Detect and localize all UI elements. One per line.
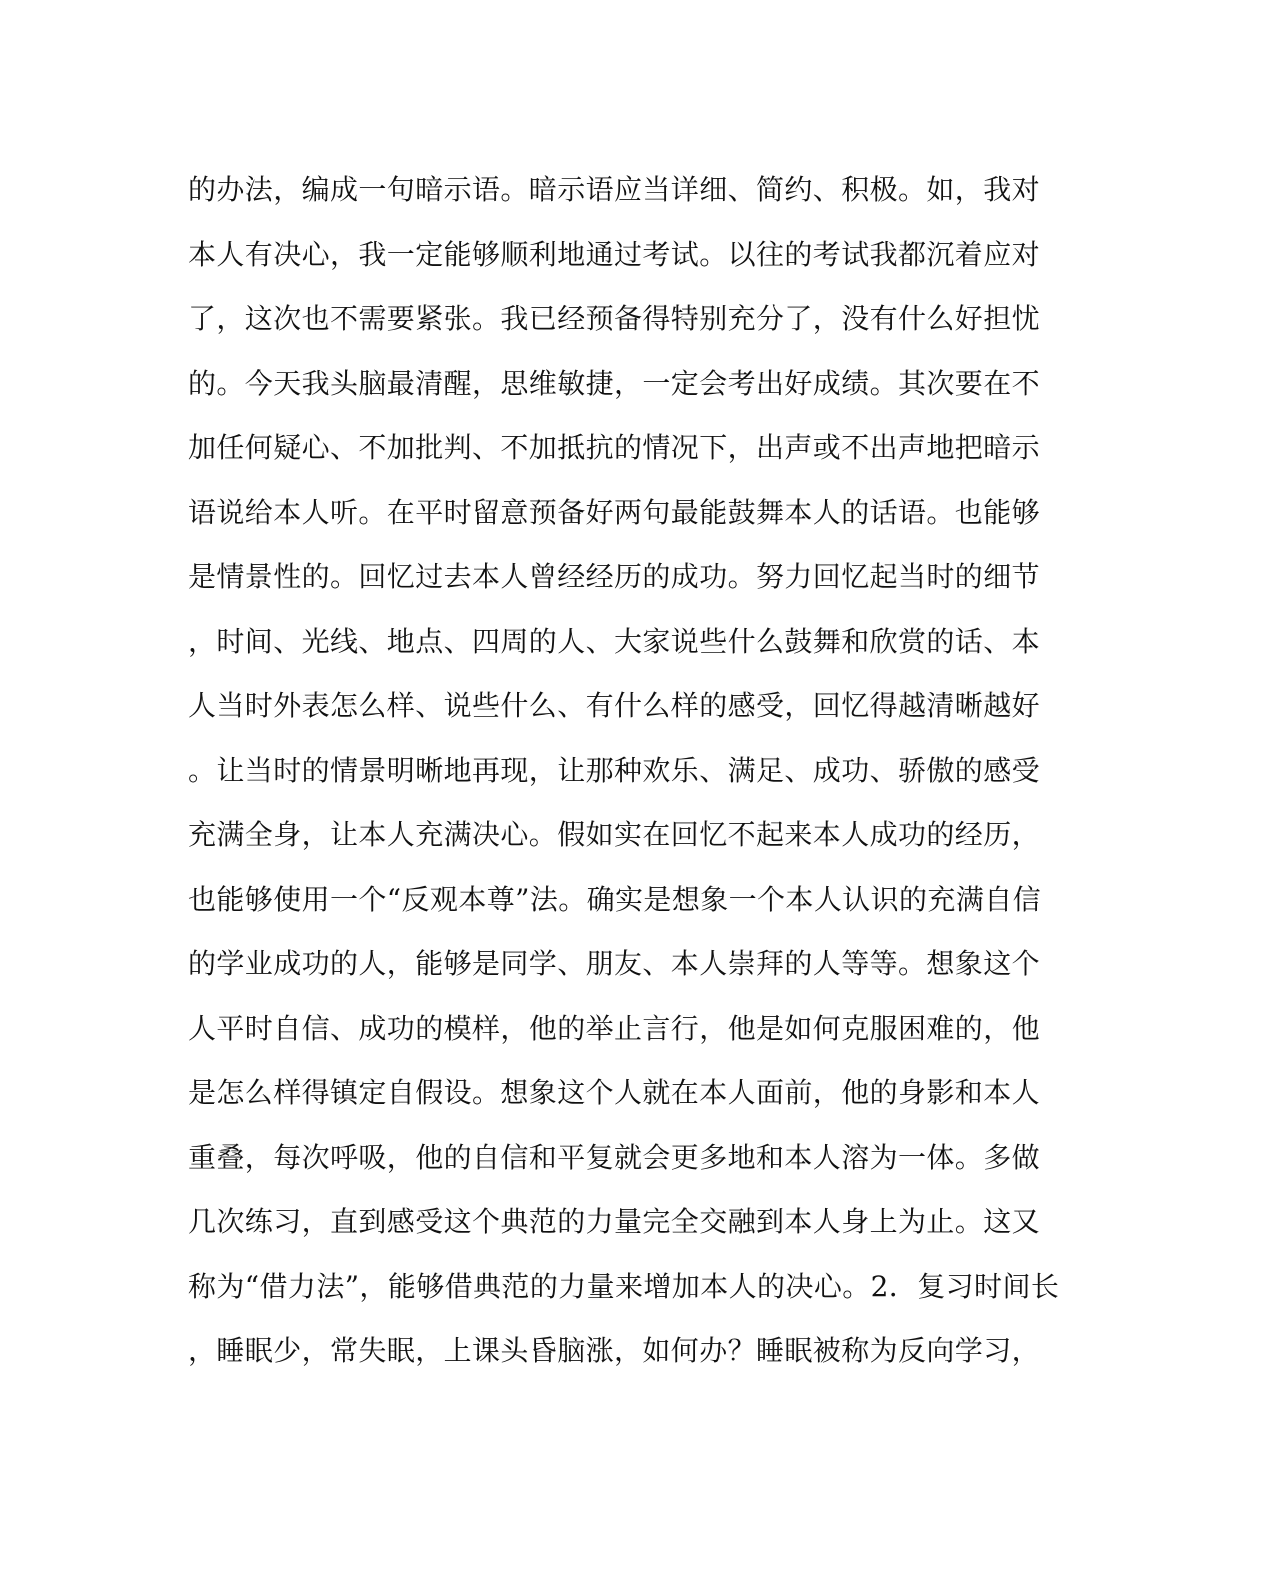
text-line: 加任何疑心、不加批判、不加抵抗的情况下，出声或不出声地把暗示 <box>188 431 1041 464</box>
text-line: 人当时外表怎么样、说些什么、有什么样的感受，回忆得越清晰越好 <box>188 689 1041 722</box>
text-line: 几次练习，直到感受这个典范的力量完全交融到本人身上为止。这又 <box>188 1205 1041 1238</box>
text-line: 。让当时的情景明晰地再现，让那种欢乐、满足、成功、骄傲的感受 <box>188 753 1041 787</box>
body-text <box>188 166 1068 1392</box>
text-line: 重叠，每次呼吸，他的自信和平复就会更多地和本人溶为一体。多做 <box>188 1140 1041 1174</box>
text-line: 是怎么样得镇定自假设。想象这个人就在本人面前，他的身影和本人 <box>188 1076 1041 1109</box>
text-line: ，睡眠少，常失眠，上课头昏脑涨，如何办？睡眠被称为反向学习， <box>188 1334 1041 1367</box>
text-line: 的学业成功的人，能够是同学、朋友、本人崇拜的人等等。想象这个 <box>188 947 1041 980</box>
text-line: ，时间、光线、地点、四周的人、大家说些什么鼓舞和欣赏的话、本 <box>188 624 1041 658</box>
text-line: 语说给本人听。在平时留意预备好两句最能鼓舞本人的话语。也能够 <box>188 495 1041 529</box>
text-line: 的。今天我头脑最清醒，思维敏捷，一定会考出好成绩。其次要在不 <box>188 366 1041 400</box>
text-line: 了，这次也不需要紧张。我已经预备得特别充分了，没有什么好担忧 <box>188 302 1041 335</box>
text-line: 本人有决心，我一定能够顺利地通过考试。以往的考试我都沉着应对 <box>188 237 1041 271</box>
text-line: 的办法，编成一句暗示语。暗示语应当详细、简约、积极。如，我对 <box>188 173 1041 206</box>
text-line: 充满全身，让本人充满决心。假如实在回忆不起来本人成功的经历， <box>188 818 1041 851</box>
text-line: 人平时自信、成功的模样，他的举止言行，他是如何克服困难的，他 <box>188 1011 1041 1045</box>
text-line: 称为“借力法”，能够借典范的力量来增加本人的决心。2．复习时间长 <box>188 1269 1060 1303</box>
text-line: 是情景性的。回忆过去本人曾经经历的成功。努力回忆起当时的细节 <box>188 560 1041 593</box>
text-line: 也能够使用一个“反观本尊”法。确实是想象一个本人认识的充满自信 <box>188 882 1042 916</box>
